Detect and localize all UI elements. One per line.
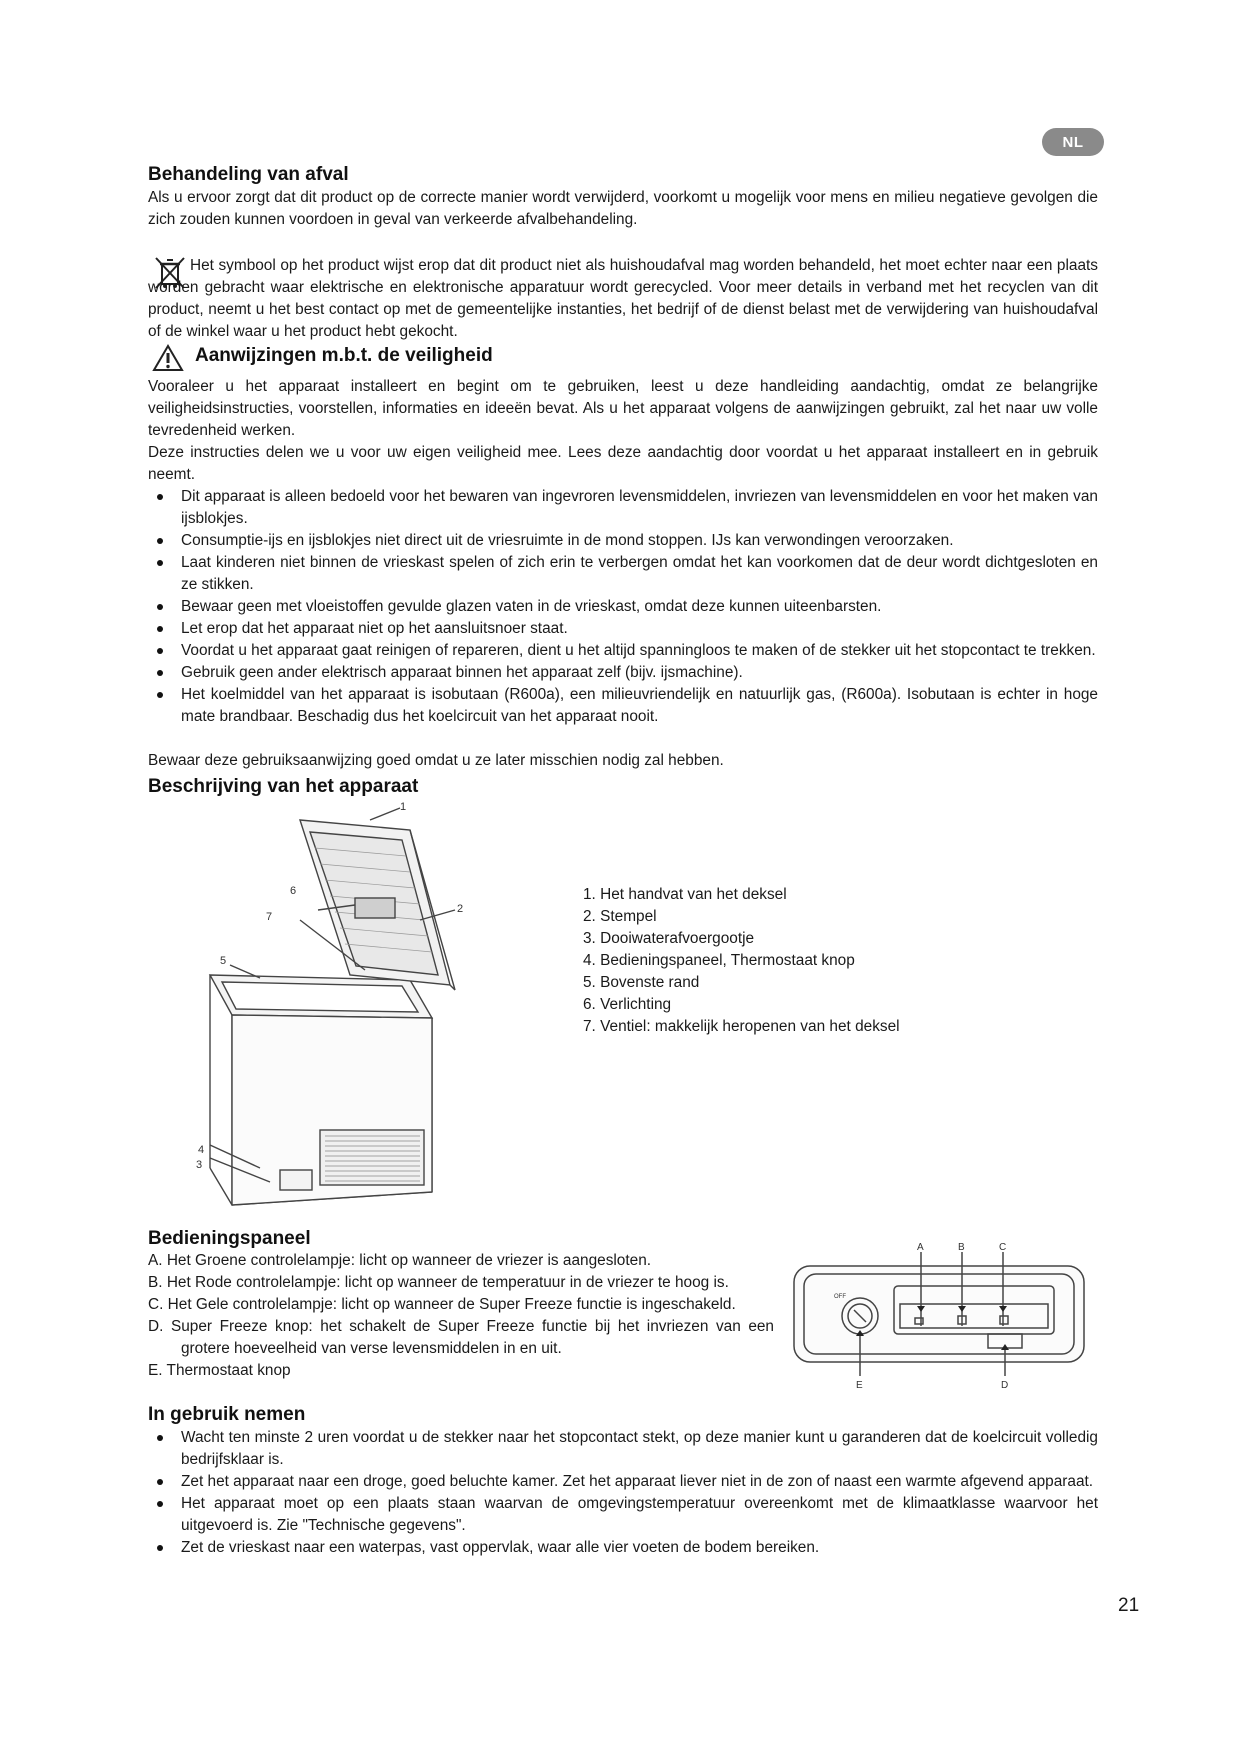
list-item: 5. Bovenste rand (583, 974, 700, 991)
freezer-diagram (170, 800, 470, 1220)
panel-label-a: A (917, 1242, 924, 1253)
page-number: 21 (1118, 1595, 1140, 1616)
list-item: E. Thermostaat knop (148, 1362, 291, 1379)
list-item: C. Het Gele controlelampje: licht op wanneer de Super Freeze functie is ingeschakeld. (148, 1296, 736, 1313)
callout-3: 3 (196, 1159, 203, 1171)
list-item: Let erop dat het apparaat niet op het aansluitsnoer staat. (148, 618, 1098, 640)
afval-intro: Als u ervoor zorgt dat dit product op de correcte manier wordt verwijderd, voorkomt u mogelijk voor mens en milieu negatieve gevolgen die zich zouden kunnen voordoen in geval van verkeerde afvalbehandeling. (148, 189, 1098, 228)
heading-veiligheid: Aanwijzingen m.b.t. de veiligheid (195, 345, 493, 366)
list-item: Zet de vrieskast naar een waterpas, vast oppervlak, waar alle vier voeten de bodem bereiken. (148, 1537, 1098, 1559)
panel-label-c: C (999, 1242, 1007, 1253)
list-item: Consumptie-ijs en ijsblokjes niet direct uit de vriesruimte in de mond stoppen. IJs kan verwondingen veroorzaken. (148, 530, 1098, 552)
knob-off-label: OFF (834, 1294, 846, 1300)
callout-1: 1 (400, 801, 407, 813)
parts-list (583, 884, 1063, 1038)
veiligheid-bullets (148, 486, 1098, 728)
callout-5: 5 (220, 955, 227, 967)
callout-6: 6 (290, 885, 297, 897)
heading-bedieningspaneel: Bedieningspaneel (148, 1228, 311, 1249)
list-item: A. Het Groene controlelampje: licht op wanneer de vriezer is aangesloten. (148, 1252, 652, 1269)
heading-gebruik: In gebruik nemen (148, 1404, 306, 1425)
afval-symbol-text: Het symbool op het product wijst erop dat dit product niet als huishoudafval mag worden behandeld, het moet echter naar een plaats worden gebracht waar elektrische en elektronische apparatuur wordt gerecycled. Voor meer details in verband met het recyclen van dit product, neemt u het best contact op met de gemeentelijke instanties, het bedrijf of de dienst belast met de verwijdering van huishoudafval of de winkel waar u het product hebt gekocht. (148, 257, 1098, 340)
panel-label-b: B (958, 1242, 965, 1253)
list-item: B. Het Rode controlelampje: licht op wanneer de temperatuur in de vriezer te hoog is. (148, 1274, 729, 1291)
list-item: Het apparaat moet op een plaats staan waarvan de omgevingstemperatuur overeenkomt met de klimaatklasse waarvoor het uitgevoerd is. Zie "Technische gegevens". (148, 1493, 1098, 1537)
callout-2: 2 (457, 903, 464, 915)
list-item: 2. Stempel (583, 908, 657, 925)
list-item: 3. Dooiwaterafvoergootje (583, 930, 755, 947)
list-item: Dit apparaat is alleen bedoeld voor het bewaren van ingevroren levensmiddelen, invriezen van levensmiddelen en voor het maken van ijsblokjes. (148, 486, 1098, 530)
warning-triangle-icon (152, 344, 184, 372)
control-panel-diagram (790, 1240, 1090, 1400)
list-item: 6. Verlichting (583, 996, 672, 1013)
gebruik-bullets (148, 1427, 1098, 1559)
list-item: Voordat u het apparaat gaat reinigen of repareren, dient u het altijd spanningloos te maken of de stekker uit het stopcontact te trekken. (148, 640, 1098, 662)
list-item: 4. Bedieningspaneel, Thermostaat knop (583, 952, 855, 969)
list-item: Laat kinderen niet binnen de vrieskast spelen of zich erin te verbergen omdat het kan voorkomen dat de deur wordt dichtgesloten en ze stikken. (148, 552, 1098, 596)
list-item: Bewaar geen met vloeistoffen gevulde glazen vaten in de vrieskast, omdat deze kunnen uiteenbarsten. (148, 596, 1098, 618)
panel-label-e: E (856, 1380, 863, 1391)
list-item: Zet het apparaat naar een droge, goed beluchte kamer. Zet het apparaat liever niet in de zon of naast een warmte afgevend apparaat. (148, 1471, 1098, 1493)
control-panel-list (148, 1250, 774, 1382)
list-item: 7. Ventiel: makkelijk heropenen van het deksel (583, 1018, 900, 1035)
list-item: Het koelmiddel van het apparaat is isobutaan (R600a), een milieuvriendelijk en natuurlijk gas, (R600a). Isobutaan is echter in hoge mate brandbaar. Beschadig dus het koelcircuit van het apparaat nooit. (148, 684, 1098, 728)
list-item: D. Super Freeze knop: het schakelt de Super Freeze functie bij het invriezen van een grotere hoeveelheid van verse levensmiddelen in en uit. (148, 1318, 774, 1357)
language-badge: NL (1042, 128, 1104, 156)
veiligheid-closing: Bewaar deze gebruiksaanwijzing goed omdat u ze later misschien nodig zal hebben. (148, 752, 724, 769)
heading-afval: Behandeling van afval (148, 164, 349, 185)
panel-label-d: D (1001, 1380, 1009, 1391)
callout-4: 4 (198, 1144, 205, 1156)
heading-beschrijving: Beschrijving van het apparaat (148, 776, 419, 797)
list-item: Wacht ten minste 2 uren voordat u de stekker naar het stopcontact stekt, op deze manier kunt u garanderen dat de koelcircuit volledig bedrijfsklaar is. (148, 1427, 1098, 1471)
list-item: 1. Het handvat van het deksel (583, 886, 787, 903)
list-item: Gebruik geen ander elektrisch apparaat binnen het apparaat zelf (bijv. ijsmachine). (148, 662, 1098, 684)
veiligheid-para1: Vooraleer u het apparaat installeert en begint om te gebruiken, leest u deze handleiding aandachtig, omdat ze belangrijke veiligheidsinstructies, voorstellen, informaties en ideeën bevat. Als u het apparaat volgens de aanwijzingen gebruikt, zal het naar uw volle tevredenheid werken. (148, 378, 1098, 439)
veiligheid-para2: Deze instructies delen we u voor uw eigen veiligheid mee. Lees deze aandachtig door voordat u het apparaat installeert en in gebruik neemt. (148, 444, 1098, 483)
callout-7: 7 (266, 911, 273, 923)
